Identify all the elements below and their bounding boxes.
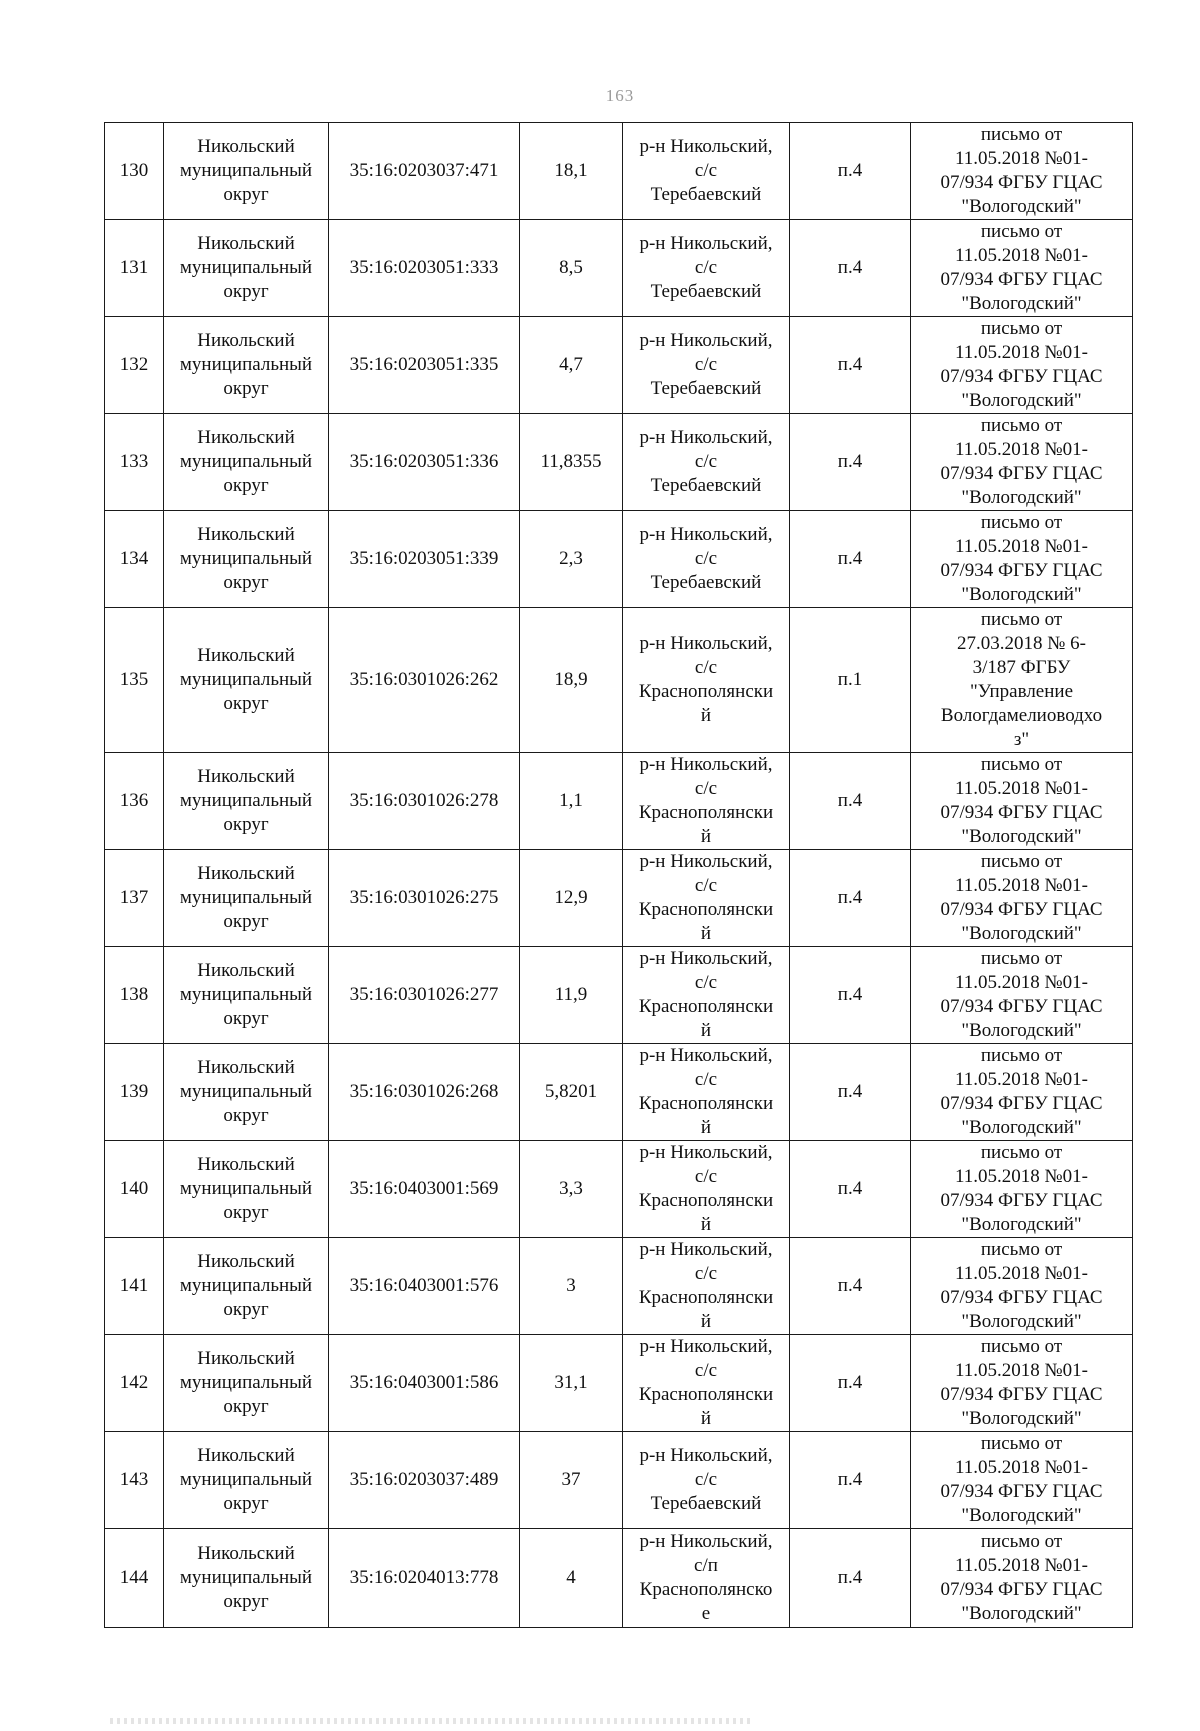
table-body	[105, 123, 1133, 1628]
district-line: Никольский	[197, 1543, 295, 1564]
district-line: муниципальный	[179, 354, 313, 375]
cadastral-number-cell: 35:16:0203037:489	[329, 1432, 520, 1529]
cadastral-number-cell: 35:16:0203037:471	[329, 123, 520, 220]
location-line: й	[700, 1408, 712, 1429]
location-line: р-н Никольский,	[639, 1531, 773, 1552]
basis-document-line: 27.03.2018 № 6-	[957, 633, 1086, 654]
location-line: с/с	[694, 1469, 718, 1490]
row-number-cell: 144	[105, 1529, 164, 1628]
district-cell	[164, 1238, 329, 1335]
area-cell: 2,3	[520, 511, 623, 608]
district-cell	[164, 1432, 329, 1529]
basis-document-line: 11.05.2018 №01-	[955, 1069, 1088, 1090]
basis-document-cell	[911, 850, 1133, 947]
location-line: р-н Никольский,	[639, 948, 773, 969]
basis-document-line: Вологдамелиоводхо	[940, 705, 1103, 726]
district-line: Никольский	[197, 863, 295, 884]
location-line: Краснополянски	[638, 996, 774, 1017]
row-number-cell: 140	[105, 1141, 164, 1238]
area-cell: 4,7	[520, 317, 623, 414]
basis-document-line: 11.05.2018 №01-	[955, 1360, 1088, 1381]
district-line: Никольский	[197, 1348, 295, 1369]
basis-document-line: 11.05.2018 №01-	[955, 1166, 1088, 1187]
table-row	[105, 414, 1133, 511]
basis-document-line: 11.05.2018 №01-	[955, 342, 1088, 363]
basis-document-line: письмо от	[980, 948, 1063, 969]
district-cell	[164, 317, 329, 414]
district-line: Никольский	[197, 1057, 295, 1078]
basis-document-line: 07/934 ФГБУ ГЦАС	[940, 1287, 1103, 1308]
district-cell	[164, 511, 329, 608]
district-line: муниципальный	[179, 1275, 313, 1296]
district-line: муниципальный	[179, 160, 313, 181]
location-line: р-н Никольский,	[639, 1045, 773, 1066]
basis-document-line: 07/934 ФГБУ ГЦАС	[940, 1093, 1103, 1114]
location-line: р-н Никольский,	[639, 633, 773, 654]
location-line: Краснополянско	[639, 1579, 773, 1600]
district-line: муниципальный	[179, 790, 313, 811]
clause-cell: п.4	[790, 511, 911, 608]
scan-artifact	[110, 1718, 750, 1724]
district-line: Никольский	[197, 136, 295, 157]
basis-document-line: "Вологодский"	[961, 293, 1082, 314]
location-line: й	[700, 923, 712, 944]
basis-document-line: "Вологодский"	[961, 1505, 1082, 1526]
table-row	[105, 850, 1133, 947]
location-line: с/с	[694, 354, 718, 375]
basis-document-cell	[911, 1238, 1133, 1335]
area-cell: 11,8355	[520, 414, 623, 511]
district-line: Никольский	[197, 960, 295, 981]
district-line: муниципальный	[179, 257, 313, 278]
location-line: р-н Никольский,	[639, 1142, 773, 1163]
location-line: й	[700, 1214, 712, 1235]
clause-cell: п.4	[790, 414, 911, 511]
clause-cell: п.4	[790, 850, 911, 947]
location-line: й	[700, 826, 712, 847]
basis-document-line: 07/934 ФГБУ ГЦАС	[940, 1579, 1103, 1600]
clause-cell: п.4	[790, 1141, 911, 1238]
cadastral-number-cell: 35:16:0301026:262	[329, 608, 520, 753]
district-line: муниципальный	[179, 451, 313, 472]
table-row	[105, 1529, 1133, 1628]
basis-document-line: 07/934 ФГБУ ГЦАС	[940, 1190, 1103, 1211]
location-line: с/с	[694, 972, 718, 993]
location-line: р-н Никольский,	[639, 136, 773, 157]
district-line: муниципальный	[179, 1178, 313, 1199]
area-cell: 11,9	[520, 947, 623, 1044]
district-line: Никольский	[197, 524, 295, 545]
district-line: муниципальный	[179, 1567, 313, 1588]
basis-document-cell	[911, 753, 1133, 850]
cadastral-number-cell: 35:16:0301026:268	[329, 1044, 520, 1141]
cadastral-number-cell: 35:16:0301026:278	[329, 753, 520, 850]
cadastral-number-cell: 35:16:0301026:277	[329, 947, 520, 1044]
location-line: Краснополянски	[638, 1190, 774, 1211]
basis-document-line: письмо от	[980, 318, 1063, 339]
basis-document-cell	[911, 947, 1133, 1044]
basis-document-line: письмо от	[980, 1336, 1063, 1357]
area-cell: 3	[520, 1238, 623, 1335]
row-number-cell: 131	[105, 220, 164, 317]
basis-document-cell	[911, 1529, 1133, 1628]
location-line: с/с	[694, 875, 718, 896]
basis-document-line: письмо от	[980, 754, 1063, 775]
district-cell	[164, 947, 329, 1044]
row-number-cell: 139	[105, 1044, 164, 1141]
basis-document-line: 11.05.2018 №01-	[955, 1457, 1088, 1478]
row-number-cell: 141	[105, 1238, 164, 1335]
basis-document-line: "Вологодский"	[961, 487, 1082, 508]
basis-document-line: "Вологодский"	[961, 1214, 1082, 1235]
basis-document-line: письмо от	[980, 1142, 1063, 1163]
location-cell	[623, 850, 790, 947]
district-line: округ	[223, 1105, 269, 1126]
basis-document-line: 07/934 ФГБУ ГЦАС	[940, 560, 1103, 581]
district-line: округ	[223, 814, 269, 835]
table-row	[105, 1238, 1133, 1335]
basis-document-line: 07/934 ФГБУ ГЦАС	[940, 996, 1103, 1017]
district-line: Никольский	[197, 766, 295, 787]
location-line: Краснополянски	[638, 802, 774, 823]
basis-document-line: 11.05.2018 №01-	[955, 245, 1088, 266]
basis-document-line: 07/934 ФГБУ ГЦАС	[940, 366, 1103, 387]
district-line: Никольский	[197, 1251, 295, 1272]
clause-cell: п.1	[790, 608, 911, 753]
area-cell: 18,9	[520, 608, 623, 753]
location-line: с/с	[694, 1360, 718, 1381]
location-line: й	[700, 705, 712, 726]
location-cell	[623, 947, 790, 1044]
location-line: р-н Никольский,	[639, 754, 773, 775]
location-line: с/с	[694, 1166, 718, 1187]
clause-cell: п.4	[790, 1335, 911, 1432]
location-line: с/с	[694, 1263, 718, 1284]
basis-document-cell	[911, 220, 1133, 317]
basis-document-cell	[911, 317, 1133, 414]
table-row	[105, 608, 1133, 753]
table-row	[105, 317, 1133, 414]
district-line: округ	[223, 1591, 269, 1612]
district-line: Никольский	[197, 427, 295, 448]
district-line: Никольский	[197, 330, 295, 351]
basis-document-line: 11.05.2018 №01-	[955, 536, 1088, 557]
cadastral-number-cell: 35:16:0204013:778	[329, 1529, 520, 1628]
clause-cell: п.4	[790, 317, 911, 414]
district-cell	[164, 753, 329, 850]
row-number-cell: 138	[105, 947, 164, 1044]
location-line: Краснополянски	[638, 1287, 774, 1308]
row-number-cell: 130	[105, 123, 164, 220]
district-line: округ	[223, 1396, 269, 1417]
basis-document-line: письмо от	[980, 609, 1063, 630]
basis-document-cell	[911, 1044, 1133, 1141]
cadastral-number-cell: 35:16:0203051:339	[329, 511, 520, 608]
district-cell	[164, 608, 329, 753]
basis-document-line: "Вологодский"	[961, 1408, 1082, 1429]
cadastral-number-cell: 35:16:0403001:586	[329, 1335, 520, 1432]
location-cell	[623, 608, 790, 753]
basis-document-cell	[911, 414, 1133, 511]
location-line: с/с	[694, 778, 718, 799]
district-line: округ	[223, 911, 269, 932]
basis-document-line: 07/934 ФГБУ ГЦАС	[940, 1384, 1103, 1405]
district-line: округ	[223, 281, 269, 302]
clause-cell: п.4	[790, 1044, 911, 1141]
basis-document-line: 07/934 ФГБУ ГЦАС	[940, 269, 1103, 290]
basis-document-line: письмо от	[980, 415, 1063, 436]
location-line: с/п	[694, 1555, 718, 1576]
row-number-cell: 136	[105, 753, 164, 850]
table-row	[105, 511, 1133, 608]
basis-document-line: "Вологодский"	[961, 923, 1082, 944]
basis-document-line: письмо от	[980, 221, 1063, 242]
district-cell	[164, 123, 329, 220]
location-line: с/с	[694, 160, 718, 181]
basis-document-line: 11.05.2018 №01-	[955, 875, 1088, 896]
basis-document-line: "Вологодский"	[961, 1020, 1082, 1041]
row-number-cell: 135	[105, 608, 164, 753]
district-line: муниципальный	[179, 1081, 313, 1102]
district-line: округ	[223, 693, 269, 714]
basis-document-cell	[911, 1432, 1133, 1529]
location-line: Теребаевский	[650, 378, 762, 399]
location-cell	[623, 1529, 790, 1628]
basis-document-line: письмо от	[980, 124, 1063, 145]
table-row	[105, 753, 1133, 850]
area-cell: 1,1	[520, 753, 623, 850]
area-cell: 3,3	[520, 1141, 623, 1238]
basis-document-line: 11.05.2018 №01-	[955, 148, 1088, 169]
location-line: Теребаевский	[650, 184, 762, 205]
basis-document-line: 07/934 ФГБУ ГЦАС	[940, 802, 1103, 823]
location-cell	[623, 511, 790, 608]
basis-document-line: "Вологодский"	[961, 1117, 1082, 1138]
location-line: Краснополянски	[638, 1093, 774, 1114]
location-cell	[623, 1432, 790, 1529]
area-cell: 18,1	[520, 123, 623, 220]
clause-cell: п.4	[790, 220, 911, 317]
basis-document-line: "Вологодский"	[961, 826, 1082, 847]
district-line: округ	[223, 1202, 269, 1223]
location-line: Краснополянски	[638, 1384, 774, 1405]
basis-document-line: "Вологодский"	[961, 584, 1082, 605]
district-line: муниципальный	[179, 1469, 313, 1490]
district-line: округ	[223, 475, 269, 496]
row-number-cell: 143	[105, 1432, 164, 1529]
basis-document-line: "Управление	[969, 681, 1074, 702]
table-row	[105, 1335, 1133, 1432]
clause-cell: п.4	[790, 1432, 911, 1529]
location-cell	[623, 317, 790, 414]
basis-document-line: 3/187 ФГБУ	[972, 657, 1071, 678]
district-line: муниципальный	[179, 1372, 313, 1393]
table-row	[105, 947, 1133, 1044]
row-number-cell: 133	[105, 414, 164, 511]
location-line: е	[701, 1603, 711, 1624]
district-line: муниципальный	[179, 984, 313, 1005]
location-line: с/с	[694, 257, 718, 278]
table-row	[105, 1141, 1133, 1238]
location-cell	[623, 414, 790, 511]
row-number-cell: 142	[105, 1335, 164, 1432]
location-line: с/с	[694, 451, 718, 472]
district-line: округ	[223, 378, 269, 399]
district-line: Никольский	[197, 233, 295, 254]
area-cell: 8,5	[520, 220, 623, 317]
location-cell	[623, 1141, 790, 1238]
location-line: й	[700, 1311, 712, 1332]
location-line: Теребаевский	[650, 572, 762, 593]
basis-document-line: 07/934 ФГБУ ГЦАС	[940, 1481, 1103, 1502]
location-cell	[623, 1044, 790, 1141]
location-line: р-н Никольский,	[639, 330, 773, 351]
basis-document-line: 11.05.2018 №01-	[955, 1555, 1088, 1576]
basis-document-cell	[911, 123, 1133, 220]
location-line: й	[700, 1117, 712, 1138]
basis-document-line: "Вологодский"	[961, 1311, 1082, 1332]
district-line: округ	[223, 1493, 269, 1514]
table-row	[105, 220, 1133, 317]
district-line: муниципальный	[179, 669, 313, 690]
page-number: 163	[605, 86, 635, 105]
cadastral-number-cell: 35:16:0203051:336	[329, 414, 520, 511]
district-line: Никольский	[197, 1445, 295, 1466]
row-number-cell: 132	[105, 317, 164, 414]
basis-document-line: "Вологодский"	[961, 390, 1082, 411]
location-line: р-н Никольский,	[639, 427, 773, 448]
location-line: р-н Никольский,	[639, 524, 773, 545]
basis-document-line: 11.05.2018 №01-	[955, 778, 1088, 799]
basis-document-cell	[911, 1141, 1133, 1238]
cadastral-number-cell: 35:16:0403001:569	[329, 1141, 520, 1238]
district-line: округ	[223, 184, 269, 205]
location-line: Теребаевский	[650, 281, 762, 302]
area-cell: 4	[520, 1529, 623, 1628]
table-row	[105, 123, 1133, 220]
location-line: р-н Никольский,	[639, 1336, 773, 1357]
district-line: Никольский	[197, 645, 295, 666]
location-line: с/с	[694, 1069, 718, 1090]
district-line: округ	[223, 1008, 269, 1029]
district-line: муниципальный	[179, 887, 313, 908]
location-line: р-н Никольский,	[639, 1239, 773, 1260]
basis-document-line: письмо от	[980, 512, 1063, 533]
basis-document-line: "Вологодский"	[961, 1603, 1082, 1624]
district-cell	[164, 850, 329, 947]
district-cell	[164, 1335, 329, 1432]
district-cell	[164, 1141, 329, 1238]
table-row	[105, 1044, 1133, 1141]
basis-document-cell	[911, 511, 1133, 608]
basis-document-line: 07/934 ФГБУ ГЦАС	[940, 899, 1103, 920]
table-row	[105, 1432, 1133, 1529]
cadastral-number-cell: 35:16:0301026:275	[329, 850, 520, 947]
basis-document-line: 07/934 ФГБУ ГЦАС	[940, 463, 1103, 484]
district-line: Никольский	[197, 1154, 295, 1175]
location-line: Теребаевский	[650, 1493, 762, 1514]
cadastral-number-cell: 35:16:0203051:335	[329, 317, 520, 414]
location-cell	[623, 1238, 790, 1335]
basis-document-line: письмо от	[980, 1433, 1063, 1454]
basis-document-line: "Вологодский"	[961, 196, 1082, 217]
district-line: округ	[223, 572, 269, 593]
basis-document-line: письмо от	[980, 1045, 1063, 1066]
location-cell	[623, 220, 790, 317]
area-cell: 37	[520, 1432, 623, 1529]
area-cell: 31,1	[520, 1335, 623, 1432]
location-line: Краснополянски	[638, 681, 774, 702]
clause-cell: п.4	[790, 123, 911, 220]
clause-cell: п.4	[790, 753, 911, 850]
clause-cell: п.4	[790, 947, 911, 1044]
cadastral-number-cell: 35:16:0203051:333	[329, 220, 520, 317]
location-line: с/с	[694, 548, 718, 569]
location-cell	[623, 753, 790, 850]
district-cell	[164, 1529, 329, 1628]
basis-document-cell	[911, 608, 1133, 753]
clause-cell: п.4	[790, 1238, 911, 1335]
basis-document-line: 07/934 ФГБУ ГЦАС	[940, 172, 1103, 193]
basis-document-line: 11.05.2018 №01-	[955, 972, 1088, 993]
basis-document-cell	[911, 1335, 1133, 1432]
location-line: й	[700, 1020, 712, 1041]
location-cell	[623, 1335, 790, 1432]
location-cell	[623, 123, 790, 220]
district-cell	[164, 1044, 329, 1141]
cadastral-number-cell: 35:16:0403001:576	[329, 1238, 520, 1335]
location-line: р-н Никольский,	[639, 233, 773, 254]
row-number-cell: 137	[105, 850, 164, 947]
district-line: муниципальный	[179, 548, 313, 569]
location-line: Теребаевский	[650, 475, 762, 496]
district-line: округ	[223, 1299, 269, 1320]
basis-document-line: письмо от	[980, 851, 1063, 872]
clause-cell: п.4	[790, 1529, 911, 1628]
basis-document-line: письмо от	[980, 1239, 1063, 1260]
basis-document-line: 11.05.2018 №01-	[955, 439, 1088, 460]
row-number-cell: 134	[105, 511, 164, 608]
land-plots-table	[104, 122, 1133, 1628]
location-line: р-н Никольский,	[639, 1445, 773, 1466]
district-cell	[164, 220, 329, 317]
basis-document-line: письмо от	[980, 1531, 1063, 1552]
location-line: Краснополянски	[638, 899, 774, 920]
location-line: р-н Никольский,	[639, 851, 773, 872]
basis-document-line: 11.05.2018 №01-	[955, 1263, 1088, 1284]
area-cell: 12,9	[520, 850, 623, 947]
district-cell	[164, 414, 329, 511]
location-line: с/с	[694, 657, 718, 678]
basis-document-line: з"	[1013, 729, 1030, 750]
area-cell: 5,8201	[520, 1044, 623, 1141]
